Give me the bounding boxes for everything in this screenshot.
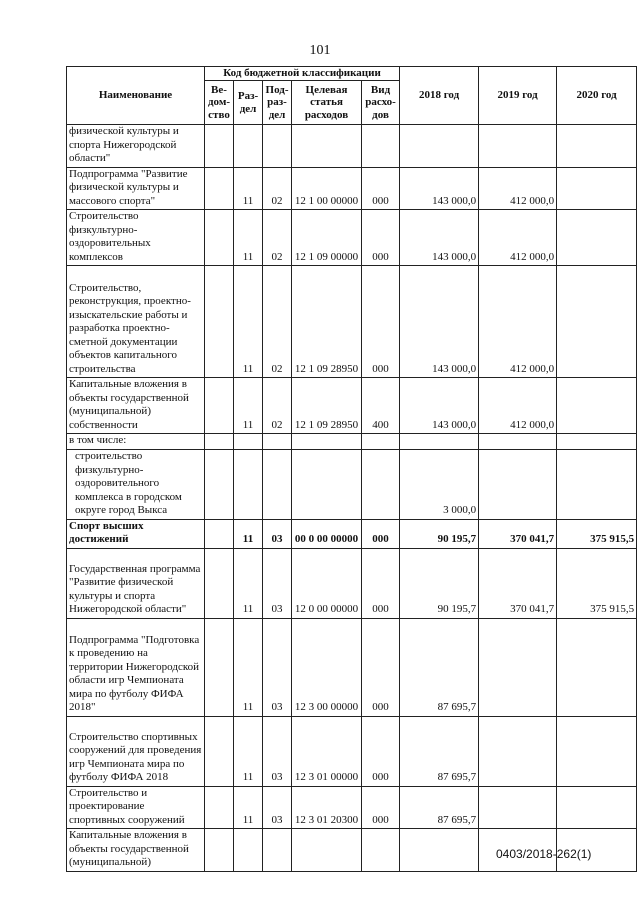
table-row (67, 548, 637, 618)
row-name: Строительство спортивных сооружений для проведения игр Чемпионата мира по футболу ФИФА 2018 (67, 716, 205, 786)
document-code: 0403/2018-262(1) (496, 847, 592, 861)
row-ved (205, 167, 234, 210)
row-podrazdel (263, 829, 292, 872)
row-2018: 3 000,0 (400, 449, 479, 519)
row-razdel: 11 (234, 716, 263, 786)
row-2020 (557, 716, 637, 786)
row-2019 (479, 125, 557, 168)
row-2018: 143 000,0 (400, 167, 479, 210)
row-2020 (557, 786, 637, 829)
row-2019: 412 000,0 (479, 378, 557, 434)
row-2020 (557, 266, 637, 378)
row-vid (362, 449, 400, 519)
table-row (67, 266, 637, 378)
row-2019: 412 000,0 (479, 167, 557, 210)
row-tselevaya (292, 829, 362, 872)
row-razdel: 11 (234, 266, 263, 378)
row-vid: 000 (362, 519, 400, 548)
row-razdel: 11 (234, 519, 263, 548)
row-name: Спорт высших достижений (67, 519, 205, 548)
header-name: Наименование (67, 67, 205, 125)
row-ved (205, 786, 234, 829)
row-razdel: 11 (234, 618, 263, 716)
header-2019: 2019 год (479, 67, 557, 125)
row-2020: 375 915,5 (557, 519, 637, 548)
row-vid: 400 (362, 378, 400, 434)
row-podrazdel (263, 434, 292, 450)
row-razdel: 11 (234, 210, 263, 266)
row-2019 (479, 618, 557, 716)
row-2020 (557, 167, 637, 210)
row-vid: 000 (362, 210, 400, 266)
row-2019: 370 041,7 (479, 548, 557, 618)
row-ved (205, 125, 234, 168)
row-2019 (479, 434, 557, 450)
table-row (67, 716, 637, 786)
table-row (67, 125, 637, 168)
row-2020 (557, 434, 637, 450)
row-razdel: 11 (234, 378, 263, 434)
row-name: Капитальные вложения в объекты государственной (муниципальной) (67, 829, 205, 872)
page-number: 101 (309, 43, 331, 58)
table-row (67, 519, 637, 548)
row-2020: 375 915,5 (557, 548, 637, 618)
row-tselevaya: 12 1 09 28950 (292, 266, 362, 378)
table-row (67, 618, 637, 716)
row-ved (205, 266, 234, 378)
budget-table (66, 66, 637, 872)
row-2020 (557, 210, 637, 266)
row-name: Подпрограмма "Подготовка к проведению на территории Нижегородской области игр Чемпионата мира по футболу ФИФА 2018" (67, 618, 205, 716)
row-razdel (234, 829, 263, 872)
table-row (67, 167, 637, 210)
header-tselevaya-statya: Целевая статья расходов (292, 81, 362, 125)
row-vid: 000 (362, 618, 400, 716)
row-tselevaya: 12 1 09 28950 (292, 378, 362, 434)
row-vid (362, 434, 400, 450)
row-tselevaya (292, 449, 362, 519)
row-vid: 000 (362, 786, 400, 829)
row-2018 (400, 125, 479, 168)
row-2019: 370 041,7 (479, 519, 557, 548)
header-classification-group: Код бюджетной классификации (205, 67, 400, 81)
row-tselevaya (292, 125, 362, 168)
row-ved (205, 716, 234, 786)
row-2018: 90 195,7 (400, 519, 479, 548)
row-2018: 90 195,7 (400, 548, 479, 618)
row-vid (362, 125, 400, 168)
row-2019 (479, 716, 557, 786)
row-ved (205, 210, 234, 266)
row-podrazdel: 03 (263, 618, 292, 716)
row-podrazdel (263, 449, 292, 519)
row-razdel: 11 (234, 786, 263, 829)
row-razdel (234, 449, 263, 519)
row-2019 (479, 786, 557, 829)
row-name: Капитальные вложения в объекты государственной (муниципальной) собственности (67, 378, 205, 434)
row-tselevaya (292, 434, 362, 450)
row-2020 (557, 378, 637, 434)
row-2018: 87 695,7 (400, 786, 479, 829)
header-vid-raskhodov: Вид расхо- дов (362, 81, 400, 125)
row-podrazdel: 03 (263, 519, 292, 548)
row-vid: 000 (362, 716, 400, 786)
row-2020 (557, 125, 637, 168)
row-name (67, 449, 205, 519)
row-ved (205, 829, 234, 872)
header-razdel: Раз- дел (234, 81, 263, 125)
row-name: Подпрограмма "Развитие физической культуры и массового спорта" (67, 167, 205, 210)
row-podrazdel: 03 (263, 716, 292, 786)
row-podrazdel: 02 (263, 210, 292, 266)
table-row (67, 434, 637, 450)
table-row (67, 378, 637, 434)
row-vid: 000 (362, 266, 400, 378)
row-podrazdel: 02 (263, 378, 292, 434)
row-vid: 000 (362, 167, 400, 210)
row-name: Строительство и проектирование спортивных сооружений (67, 786, 205, 829)
row-ved (205, 548, 234, 618)
row-podrazdel: 02 (263, 167, 292, 210)
row-tselevaya: 00 0 00 00000 (292, 519, 362, 548)
row-2018: 143 000,0 (400, 210, 479, 266)
row-tselevaya: 12 3 01 20300 (292, 786, 362, 829)
row-tselevaya: 12 3 00 00000 (292, 618, 362, 716)
row-razdel (234, 125, 263, 168)
table-row (67, 449, 637, 519)
header-podrazdel: Под- раз- дел (263, 81, 292, 125)
row-2020 (557, 618, 637, 716)
row-2019: 412 000,0 (479, 266, 557, 378)
row-tselevaya: 12 1 00 00000 (292, 167, 362, 210)
row-ved (205, 378, 234, 434)
row-name: в том числе: (67, 434, 205, 450)
row-2018 (400, 434, 479, 450)
row-name-text: строительство физкультурно-оздоровительного комплекса в городском округе город Выкса (75, 450, 182, 516)
row-ved (205, 519, 234, 548)
row-vid: 000 (362, 548, 400, 618)
table-row (67, 786, 637, 829)
row-2018 (400, 829, 479, 872)
row-2018: 143 000,0 (400, 378, 479, 434)
row-podrazdel: 02 (263, 266, 292, 378)
row-2019: 412 000,0 (479, 210, 557, 266)
row-name: Строительство физкультурно-оздоровительных комплексов (67, 210, 205, 266)
row-podrazdel: 03 (263, 786, 292, 829)
row-name: Строительство, реконструкция, проектно-изыскательские работы и разработка проектно-сметной документации объектов капитального строительства (67, 266, 205, 378)
row-tselevaya: 12 0 00 00000 (292, 548, 362, 618)
header-2018: 2018 год (400, 67, 479, 125)
table-row (67, 210, 637, 266)
row-tselevaya: 12 3 01 00000 (292, 716, 362, 786)
row-ved (205, 618, 234, 716)
row-2018: 87 695,7 (400, 618, 479, 716)
row-podrazdel (263, 125, 292, 168)
row-2018: 143 000,0 (400, 266, 479, 378)
row-2018: 87 695,7 (400, 716, 479, 786)
row-tselevaya: 12 1 09 00000 (292, 210, 362, 266)
row-razdel (234, 434, 263, 450)
row-razdel: 11 (234, 167, 263, 210)
row-ved (205, 449, 234, 519)
row-razdel: 11 (234, 548, 263, 618)
row-vid (362, 829, 400, 872)
row-podrazdel: 03 (263, 548, 292, 618)
header-vedomstvo: Ве- дом- ство (205, 81, 234, 125)
header-2020: 2020 год (557, 67, 637, 125)
row-name: Государственная программа "Развитие физической культуры и спорта Нижегородской области" (67, 548, 205, 618)
row-ved (205, 434, 234, 450)
row-2019 (479, 449, 557, 519)
row-2020 (557, 449, 637, 519)
row-name: физической культуры и спорта Нижегородской области" (67, 125, 205, 168)
